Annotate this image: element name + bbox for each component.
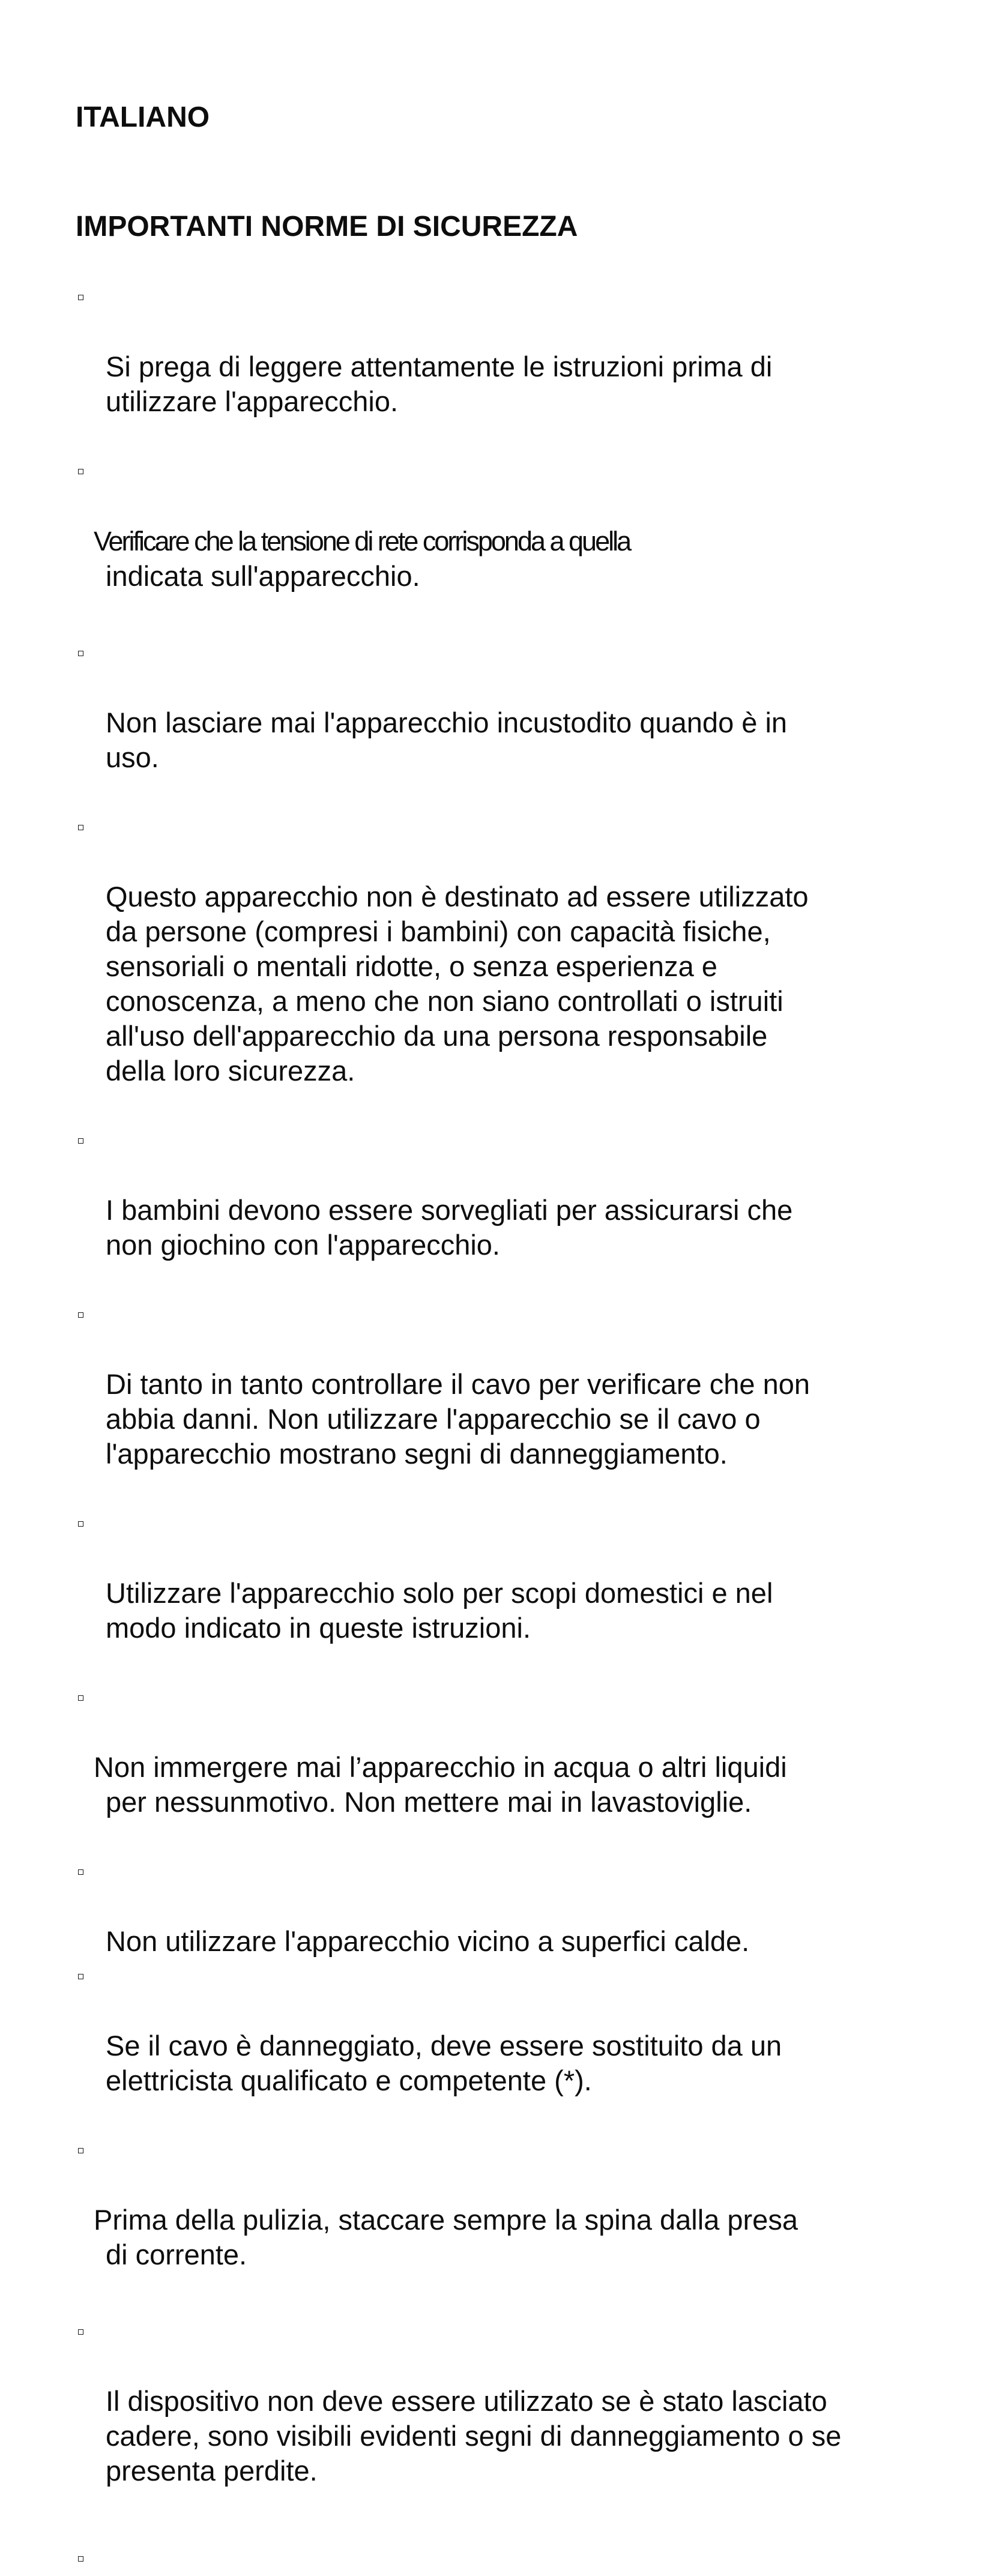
list-item — [76, 1854, 940, 1959]
list-item-text: Di tanto in tanto controllare il cavo per verificare che non — [106, 1368, 810, 1400]
list-item-text: Il dispositivo non deve essere utilizzato se è stato lasciato — [106, 2385, 827, 2417]
list-item — [76, 280, 940, 454]
square-bullet-icon — [78, 651, 83, 656]
list-item — [76, 1959, 940, 2133]
list-item — [76, 1123, 940, 1297]
square-bullet-icon — [78, 1869, 83, 1875]
square-bullet-icon — [78, 1521, 83, 1527]
list-item-text-continued: cadere, sono visibili evidenti segni di danneggiamento o se presenta perdite. — [106, 2420, 842, 2487]
list-item — [76, 1297, 940, 1506]
list-item-text: Prima della pulizia, staccare sempre la spina dalla presa — [94, 2204, 798, 2236]
square-bullet-icon — [78, 1138, 83, 1144]
list-item-text: Non immergere mai l’apparecchio in acqua o altri liquidi — [94, 1751, 787, 1783]
square-bullet-icon — [78, 2329, 83, 2335]
list-item-empty — [76, 2541, 940, 2576]
safety-rules-list — [76, 280, 940, 2576]
language-heading: ITALIANO — [76, 101, 210, 133]
list-item-text-continued: abbia danni. Non utilizzare l'apparecchio se il cavo o l'apparecchio mostrano segni di danneggiamento. — [106, 1403, 761, 1470]
square-bullet-icon — [78, 1974, 83, 1979]
square-bullet-icon — [78, 469, 83, 474]
list-item-text: Non utilizzare l'apparecchio vicino a superfici calde. — [106, 1925, 750, 1957]
list-item — [76, 2133, 940, 2307]
list-item-text: Verificare che la tensione di rete corrisponda a quella — [94, 526, 630, 557]
list-item-text-continued: per nessunmotivo. Non mettere mai in lavastoviglie. — [106, 1786, 752, 1818]
section-heading: IMPORTANTI NORME DI SICUREZZA — [76, 211, 578, 243]
square-bullet-icon — [78, 2148, 83, 2153]
list-item — [76, 2314, 940, 2523]
square-bullet-icon — [78, 295, 83, 300]
list-item-text-continued: modo indicato in queste istruzioni. — [106, 1612, 531, 1644]
list-item-text-continued: non giochino con l'apparecchio. — [106, 1229, 500, 1261]
list-item-text-continued: uso. — [106, 741, 159, 773]
list-item — [76, 810, 940, 1123]
list-item-text: Utilizzare l'apparecchio solo per scopi domestici e nel — [106, 1577, 773, 1609]
square-bullet-icon — [78, 1312, 83, 1318]
list-item-text-continued: indicata sull'apparecchio. — [106, 560, 420, 592]
list-item-text-continued: di corrente. — [106, 2239, 247, 2270]
list-item-text-continued: elettricista qualificato e competente (*). — [106, 2065, 592, 2096]
square-bullet-icon — [78, 2556, 83, 2562]
list-item-text: Non lasciare mai l'apparecchio incustodito quando è in — [106, 707, 788, 738]
list-item-text: I bambini devono essere sorvegliati per assicurarsi che — [106, 1194, 793, 1226]
list-item-text: Si prega di leggere attentamente le istruzioni prima di — [106, 351, 773, 382]
square-bullet-icon — [78, 825, 83, 830]
list-item — [76, 1680, 940, 1854]
list-item-text: Se il cavo è danneggiato, deve essere sostituito da un — [106, 2030, 782, 2062]
list-item-text-continued: da persone (compresi i bambini) con capacità fisiche, sensoriali o mentali ridotte, o senza esperienza e conoscenza, a meno che non siano controllati o istruiti all'uso dell'apparecchio da una persona responsabile della loro sicurezza. — [106, 915, 783, 1087]
list-item — [76, 636, 940, 810]
list-item-text-continued: utilizzare l'apparecchio. — [106, 385, 399, 417]
list-item — [76, 1506, 940, 1680]
list-item — [76, 454, 940, 629]
list-item-text: Questo apparecchio non è destinato ad essere utilizzato — [106, 881, 809, 912]
square-bullet-icon — [78, 1695, 83, 1701]
